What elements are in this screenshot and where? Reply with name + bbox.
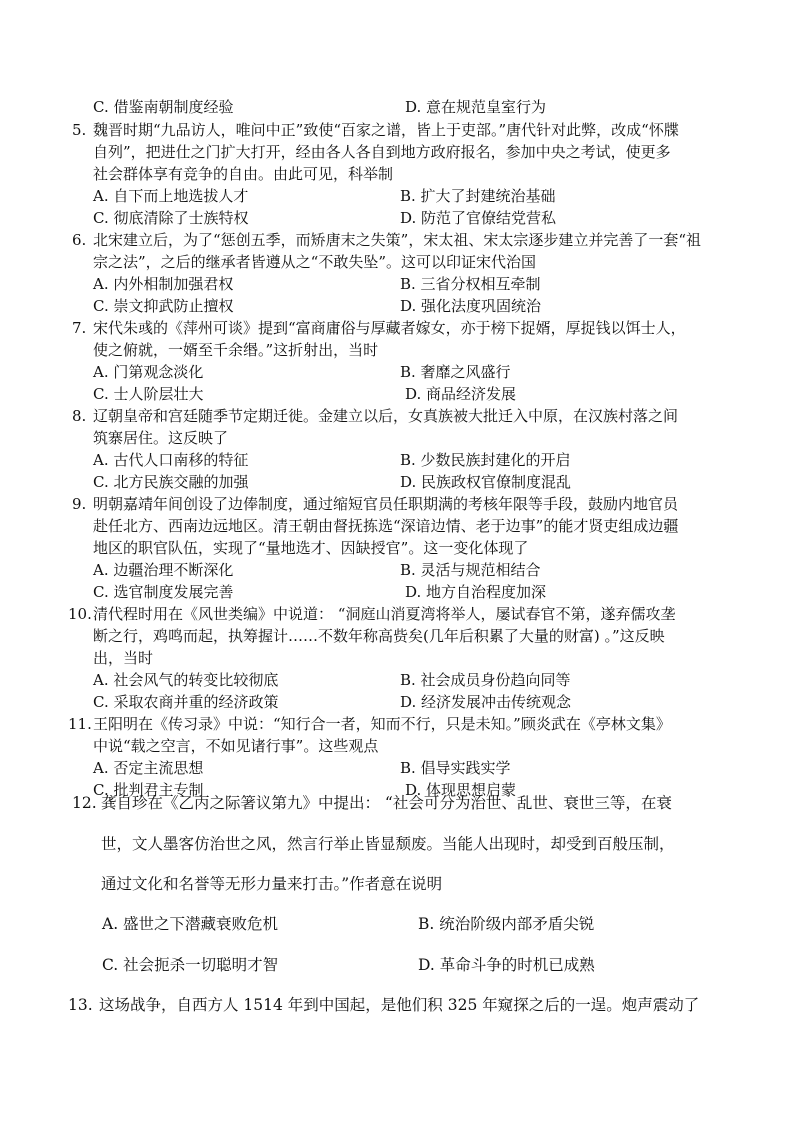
q8-number: 8. (72, 407, 87, 425)
q7-option-b: B. 奢靡之风盛行 (400, 363, 511, 381)
q6-option-a: A. 内外相制加强君权 (93, 275, 234, 293)
q9-option-c: C. 选官制度发展完善 (93, 583, 234, 601)
q13-number: 13. (68, 996, 93, 1014)
q7-option-d: D. 商品经济发展 (405, 385, 517, 403)
q10-option-d: D. 经济发展冲击传统观念 (400, 693, 572, 711)
q8-option-a: A. 古代人口南移的特征 (93, 451, 249, 469)
q8-option-c: C. 北方民族交融的加强 (93, 473, 249, 491)
q4-option-d: D. 意在规范皇室行为 (405, 98, 547, 116)
q11-option-b: B. 倡导实践实学 (400, 759, 511, 777)
q11-number: 11. (68, 715, 92, 733)
q6-option-b: B. 三省分权相互牵制 (400, 275, 541, 293)
q5-option-c: C. 彻底清除了士族特权 (93, 209, 249, 227)
q5-option-a: A. 自下而上地选拔人才 (93, 187, 249, 205)
q12-option-d: D. 革命斗争的时机已成熟 (418, 956, 595, 974)
q7-option-c: C. 士人阶层壮大 (93, 385, 204, 403)
q7-option-a: A. 门第观念淡化 (93, 363, 204, 381)
q9-number: 9. (72, 495, 87, 513)
q8-option-d: D. 民族政权官僚制度混乱 (400, 473, 572, 491)
q9-option-a: A. 边疆治理不断深化 (93, 561, 234, 579)
q5-option-b: B. 扩大了封建统治基础 (400, 187, 556, 205)
q10-option-a: A. 社会风气的转变比较彻底 (93, 671, 279, 689)
q5-number: 5. (72, 121, 87, 139)
q10-option-b: B. 社会成员身份趋向同等 (400, 671, 571, 689)
q8-option-b: B. 少数民族封建化的开启 (400, 451, 571, 469)
q7-number: 7. (72, 319, 87, 337)
q12-option-c: C. 社会扼杀一切聪明才智 (102, 956, 279, 974)
q4-option-c: C. 借鉴南朝制度经验 (93, 98, 234, 116)
q9-option-b: B. 灵活与规范相结合 (400, 561, 541, 579)
q5-option-d: D. 防范了官僚结党营私 (400, 209, 557, 227)
q6-option-d: D. 强化法度巩固统治 (400, 297, 542, 315)
q11-option-c: C. 批判君主专制 (93, 781, 204, 799)
q12-option-b: B. 统治阶级内部矛盾尖锐 (418, 915, 595, 933)
q6-option-c: C. 崇文抑武防止擅权 (93, 297, 234, 315)
q11-option-a: A. 否定主流思想 (93, 759, 204, 777)
q10-number: 10. (68, 605, 92, 623)
q11-option-d: D. 体现思想启蒙 (405, 781, 517, 799)
q12-number: 12. (72, 794, 97, 812)
q10-option-c: C. 采取农商并重的经济政策 (93, 693, 279, 711)
q6-number: 6. (72, 231, 87, 249)
q12-option-a: A. 盛世之下潜藏衰败危机 (102, 915, 279, 933)
q9-option-d: D. 地方自治程度加深 (405, 583, 547, 601)
